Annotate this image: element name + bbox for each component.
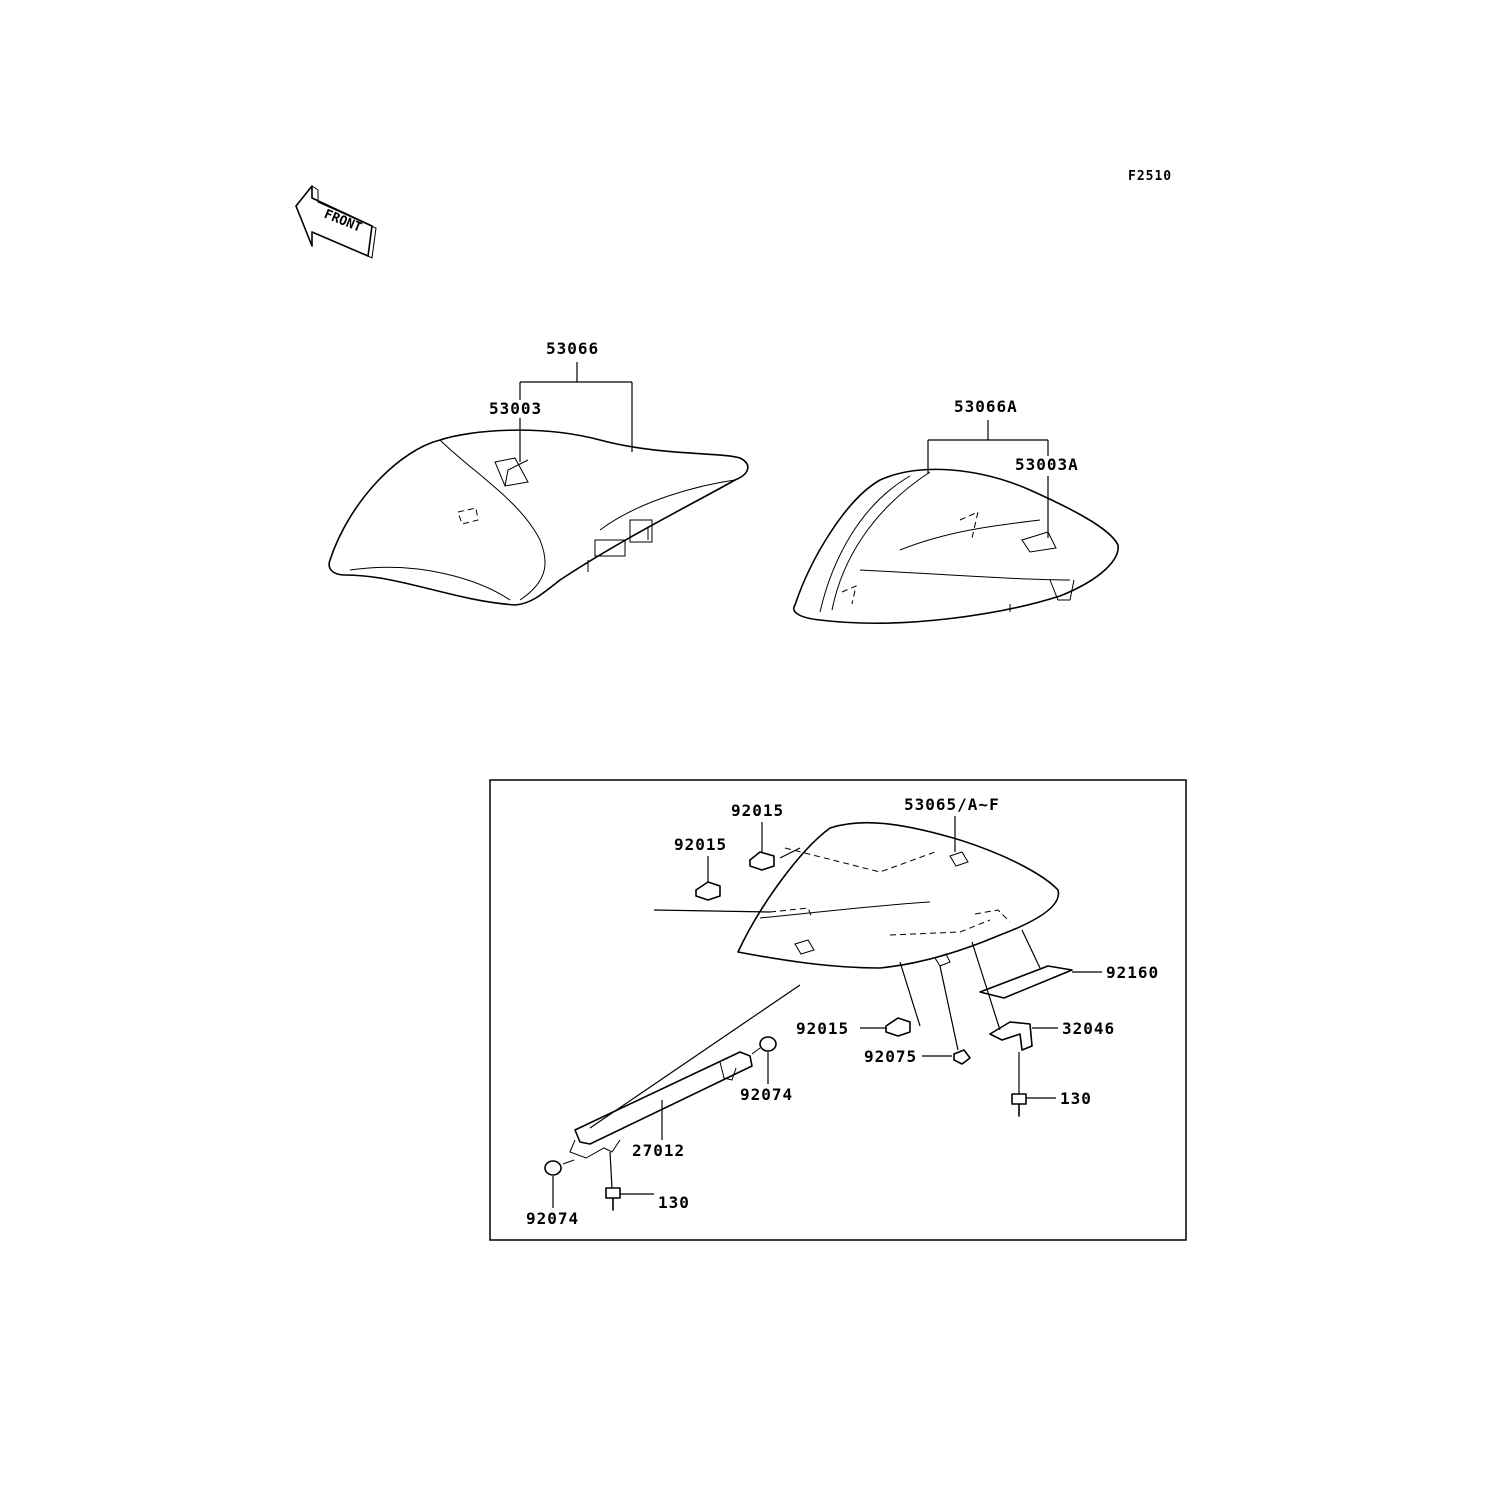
seat-cowl-inset-frame (490, 780, 1186, 1240)
grommet-bottom-part (860, 962, 920, 1036)
bolt-left-part (606, 1152, 654, 1210)
label-seat-cowl: 53065/A~F (904, 795, 1000, 814)
label-bolt-left: 130 (658, 1193, 690, 1212)
damper-right-part (752, 1037, 776, 1084)
label-nut: 92075 (864, 1047, 918, 1066)
grommet-left-part (654, 856, 770, 912)
grommet-top-part (750, 822, 800, 870)
front-label: FRONT (321, 207, 364, 236)
label-seat-front-cover: 53003 (489, 399, 543, 418)
label-bolt-right: 130 (1060, 1089, 1092, 1108)
stay-part (570, 985, 800, 1158)
pad-part (980, 930, 1102, 998)
label-grommet-top: 92015 (731, 801, 785, 820)
label-stay: 27012 (632, 1141, 686, 1160)
label-damper-right: 92074 (740, 1085, 794, 1104)
damper-left-part (545, 1160, 574, 1208)
label-damper-left: 92074 (526, 1209, 580, 1228)
front-seat-drawing (329, 430, 748, 605)
label-pad: 92160 (1106, 963, 1160, 982)
front-direction-arrow (296, 186, 376, 258)
bolt-right-part (1012, 1052, 1056, 1116)
label-grommet-left: 92015 (674, 835, 728, 854)
label-grommet-bottom: 92015 (796, 1019, 850, 1038)
label-seat-rear-cover: 53003A (1015, 455, 1079, 474)
nut-part (922, 966, 970, 1064)
seat-cowl-drawing (738, 823, 1058, 968)
rear-seat-drawing (794, 469, 1118, 623)
bracket-part (972, 942, 1058, 1050)
figure-code: F2510 (1128, 169, 1173, 184)
label-bracket: 32046 (1062, 1019, 1116, 1038)
label-seat-front: 53066 (546, 339, 600, 358)
label-seat-rear: 53066A (954, 397, 1018, 416)
rear-seat-leaders (928, 420, 1048, 538)
